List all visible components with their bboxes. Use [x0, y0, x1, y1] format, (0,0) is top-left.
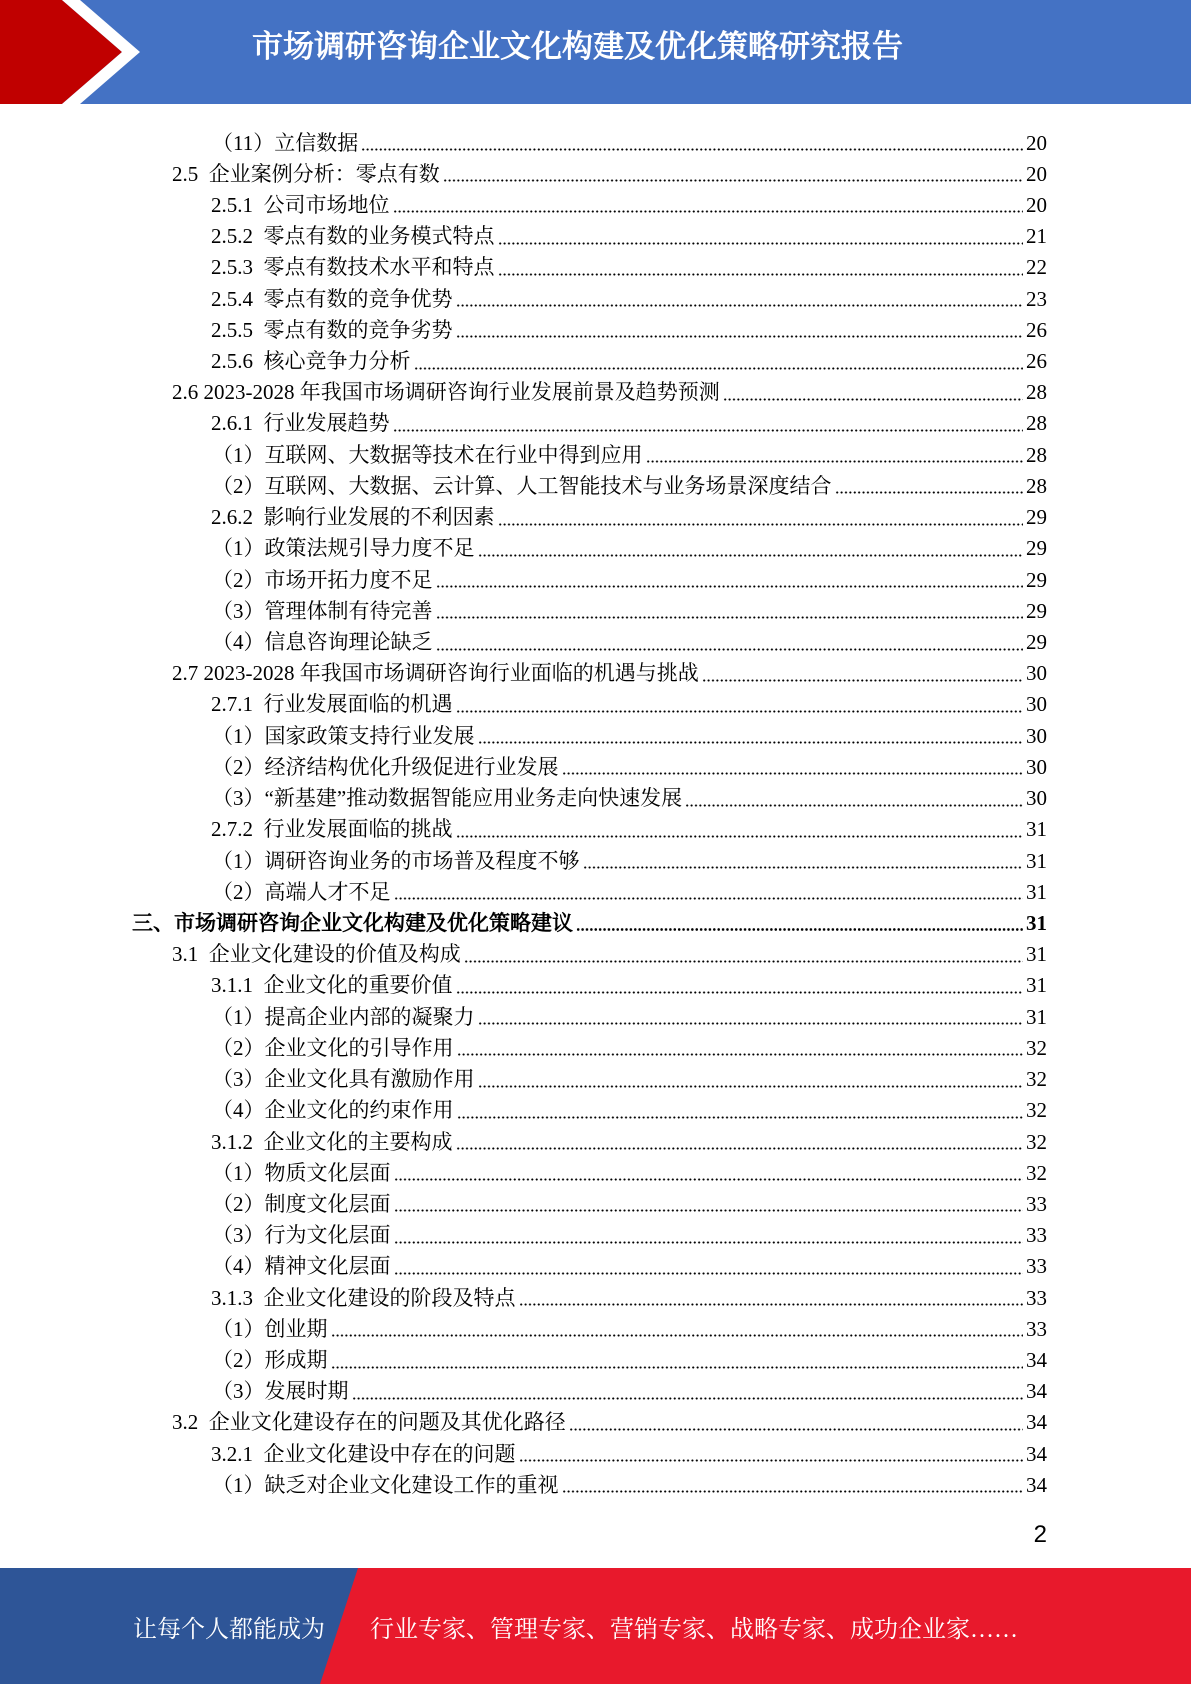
toc-entry-label: 2.5 企业案例分析：零点有数	[172, 161, 440, 186]
toc-entry-page-number: 30	[1026, 723, 1047, 748]
toc-entry-label: （1）提高企业内部的凝聚力	[212, 1004, 475, 1029]
toc-entry[interactable]	[0, 408, 1047, 439]
toc-entry[interactable]	[0, 221, 1047, 252]
toc-entry-label: （3）行为文化层面	[212, 1223, 391, 1248]
toc-dot-leader	[478, 721, 1024, 752]
toc-entry[interactable]	[0, 1189, 1047, 1220]
toc-entry[interactable]	[0, 1127, 1047, 1158]
toc-entry-label: 2.6.2 影响行业发展的不利因素	[211, 505, 495, 530]
toc-entry[interactable]	[0, 658, 1047, 689]
toc-dot-leader	[498, 221, 1024, 252]
toc-entry-label: 3.1.3 企业文化建设的阶段及特点	[211, 1285, 516, 1310]
toc-entry-label: 3.1.2 企业文化的主要构成	[211, 1129, 453, 1154]
toc-entry-label: （2）形成期	[212, 1348, 328, 1373]
toc-entry[interactable]	[0, 846, 1047, 877]
toc-entry-label: （1）国家政策支持行业发展	[212, 723, 475, 748]
toc-dot-leader	[394, 1189, 1024, 1220]
toc-entry-label: （1）缺乏对企业文化建设工作的重视	[212, 1472, 559, 1497]
toc-entry[interactable]	[0, 689, 1047, 720]
toc-entry-page-number: 31	[1026, 848, 1047, 873]
toc-entry-label: 3.1.1 企业文化的重要价值	[211, 973, 453, 998]
toc-dot-leader	[456, 814, 1024, 845]
toc-entry-label: （1）物质文化层面	[212, 1160, 391, 1185]
toc-entry[interactable]	[0, 1439, 1047, 1470]
toc-entry-page-number: 33	[1026, 1254, 1047, 1279]
toc-entry[interactable]	[0, 939, 1047, 970]
toc-entry-label: （4）企业文化的约束作用	[212, 1098, 454, 1123]
toc-entry[interactable]	[0, 721, 1047, 752]
footer-banner	[0, 1568, 1191, 1684]
toc-entry-page-number: 34	[1026, 1441, 1047, 1466]
toc-entry-label: （2）制度文化层面	[212, 1191, 391, 1216]
footer-slogan-left: 让每个人都能成为	[133, 1617, 325, 1643]
toc-dot-leader	[394, 877, 1024, 908]
toc-entry[interactable]	[0, 440, 1047, 471]
toc-dot-leader	[646, 440, 1024, 471]
toc-entry[interactable]	[0, 533, 1047, 564]
toc-entry-page-number: 34	[1026, 1472, 1047, 1497]
toc-dot-leader	[456, 1127, 1024, 1158]
toc-dot-leader	[394, 1158, 1024, 1189]
toc-entry-label: （2）经济结构优化升级促进行业发展	[212, 754, 559, 779]
toc-entry[interactable]	[0, 970, 1047, 1001]
toc-dot-leader	[331, 1314, 1024, 1345]
toc-entry-label: 2.5.5 零点有数的竞争劣势	[211, 317, 453, 342]
report-title: 市场调研咨询企业文化构建及优化策略研究报告	[252, 29, 903, 64]
toc-entry[interactable]	[0, 1345, 1047, 1376]
toc-entry-page-number: 31	[1026, 1004, 1047, 1029]
toc-entry[interactable]	[0, 1470, 1047, 1501]
toc-dot-leader	[436, 596, 1024, 627]
toc-entry[interactable]	[0, 1033, 1047, 1064]
toc-dot-leader	[583, 846, 1024, 877]
toc-entry[interactable]	[0, 596, 1047, 627]
toc-entry[interactable]	[0, 627, 1047, 658]
toc-entry[interactable]	[0, 1376, 1047, 1407]
toc-dot-leader	[702, 658, 1023, 689]
toc-dot-leader	[576, 908, 1023, 939]
toc-dot-leader	[436, 627, 1024, 658]
toc-entry-page-number: 20	[1026, 130, 1047, 155]
toc-dot-leader	[443, 159, 1023, 190]
toc-entry-page-number: 26	[1026, 317, 1047, 342]
toc-entry-page-number: 33	[1026, 1285, 1047, 1310]
toc-entry-label: 2.6.1 行业发展趋势	[211, 411, 390, 436]
toc-entry-label: 2.7.1 行业发展面临的机遇	[211, 692, 453, 717]
toc-entry-label: 2.5.1 公司市场地位	[211, 192, 390, 217]
toc-dot-leader	[835, 471, 1024, 502]
toc-entry-page-number: 30	[1026, 786, 1047, 811]
toc-dot-leader	[361, 128, 1023, 159]
toc-dot-leader	[519, 1283, 1024, 1314]
toc-entry[interactable]	[0, 783, 1047, 814]
toc-entry-label: （3）企业文化具有激励作用	[212, 1067, 475, 1092]
toc-entry-label: 2.7 2023-2028 年我国市场调研咨询行业面临的机遇与挑战	[172, 661, 699, 686]
toc-entry-page-number: 34	[1026, 1348, 1047, 1373]
toc-entry-label: 2.5.4 零点有数的竞争优势	[211, 286, 453, 311]
toc-entry-page-number: 32	[1026, 1160, 1047, 1185]
toc-entry-label: （3）发展时期	[212, 1379, 349, 1404]
toc-dot-leader	[498, 252, 1024, 283]
toc-entry-page-number: 20	[1026, 192, 1047, 217]
toc-entry[interactable]	[0, 471, 1047, 502]
footer-slogan-right: 行业专家、管理专家、营销专家、战略专家、成功企业家……	[370, 1617, 1018, 1643]
toc-entry[interactable]	[0, 284, 1047, 315]
toc-entry-page-number: 29	[1026, 630, 1047, 654]
toc-entry-label: （2）互联网、大数据、云计算、人工智能技术与业务场景深度结合	[212, 473, 832, 498]
toc-dot-leader	[464, 939, 1023, 970]
toc-entry[interactable]	[0, 877, 1047, 908]
toc-entry[interactable]	[0, 1064, 1047, 1095]
toc-entry-label: （11）立信数据	[212, 130, 359, 155]
toc-entry[interactable]	[0, 1158, 1047, 1189]
toc-dot-leader	[456, 315, 1024, 346]
toc-entry-page-number: 33	[1026, 1191, 1047, 1216]
toc-entry[interactable]	[0, 1095, 1047, 1126]
toc-dot-leader	[685, 783, 1023, 814]
toc-dot-leader	[519, 1439, 1024, 1470]
toc-entry[interactable]	[0, 346, 1047, 377]
toc-entry-label: 2.6 2023-2028 年我国市场调研咨询行业发展前景及趋势预测	[172, 380, 720, 405]
toc-entry-label: 2.5.3 零点有数技术水平和特点	[211, 255, 495, 280]
toc-dot-leader	[457, 1095, 1024, 1126]
toc-entry-label: （2）市场开拓力度不足	[212, 567, 433, 592]
toc-entry-label: （2）企业文化的引导作用	[212, 1035, 454, 1060]
toc-entry-label: 3.2 企业文化建设存在的问题及其优化路径	[172, 1410, 566, 1435]
toc-dot-leader	[352, 1376, 1024, 1407]
toc-entry-page-number: 30	[1026, 754, 1047, 779]
toc-dot-leader	[393, 408, 1024, 439]
toc-dot-leader	[331, 1345, 1024, 1376]
toc-entry-label: 3.1 企业文化建设的价值及构成	[172, 942, 461, 967]
toc-entry-page-number: 23	[1026, 286, 1047, 311]
toc-entry-label: 2.7.2 行业发展面临的挑战	[211, 817, 453, 842]
toc-entry-label: （4）信息咨询理论缺乏	[212, 630, 433, 654]
toc-entry-label: 3.2.1 企业文化建设中存在的问题	[211, 1441, 516, 1466]
toc-entry-page-number: 28	[1026, 473, 1047, 498]
toc-entry-page-number: 26	[1026, 349, 1047, 374]
toc-entry[interactable]	[0, 565, 1047, 596]
toc-entry-page-number: 29	[1026, 505, 1047, 530]
toc-entry[interactable]	[0, 1407, 1047, 1438]
toc-entry-page-number: 33	[1026, 1223, 1047, 1248]
toc-dot-leader	[562, 752, 1024, 783]
toc-entry-page-number: 31	[1026, 973, 1047, 998]
toc-entry[interactable]	[0, 1283, 1047, 1314]
page-number: 2	[1033, 1521, 1047, 1548]
toc-entry[interactable]	[0, 128, 1047, 159]
toc-entry-label: （1）调研咨询业务的市场普及程度不够	[212, 848, 580, 873]
toc-entry-page-number: 21	[1026, 224, 1047, 249]
toc-entry-page-number: 29	[1026, 567, 1047, 592]
toc-dot-leader	[498, 502, 1024, 533]
toc-entry-page-number: 30	[1026, 692, 1047, 717]
toc-dot-leader	[478, 1064, 1024, 1095]
toc-dot-leader	[562, 1470, 1024, 1501]
toc-entry-page-number: 32	[1026, 1067, 1047, 1092]
toc-entry-label: （2）高端人才不足	[212, 879, 391, 904]
toc-entry-page-number: 34	[1026, 1379, 1047, 1404]
toc-entry-page-number: 33	[1026, 1316, 1047, 1341]
toc-entry-page-number: 28	[1026, 380, 1047, 405]
toc-entry-label: （1）创业期	[212, 1316, 328, 1341]
toc-entry-page-number: 28	[1026, 411, 1047, 436]
toc-dot-leader	[456, 284, 1024, 315]
toc-entry-page-number: 32	[1026, 1098, 1047, 1123]
toc-entry[interactable]	[0, 315, 1047, 346]
toc-entry-page-number: 20	[1026, 161, 1047, 186]
toc-dot-leader	[478, 1002, 1024, 1033]
toc-dot-leader	[436, 565, 1024, 596]
toc-entry-label: （3）管理体制有待完善	[212, 598, 433, 623]
toc-entry-label: 三、市场调研咨询企业文化构建及优化策略建议	[132, 910, 573, 935]
toc-dot-leader	[723, 377, 1023, 408]
toc-entry-label: 2.5.2 零点有数的业务模式特点	[211, 224, 495, 249]
toc-entry-page-number: 31	[1026, 817, 1047, 842]
toc-entry-page-number: 32	[1026, 1129, 1047, 1154]
header-banner	[0, 0, 1191, 104]
toc-entry-page-number: 31	[1026, 942, 1047, 967]
toc-entry[interactable]	[0, 1002, 1047, 1033]
toc-entry-page-number: 29	[1026, 536, 1047, 561]
toc-entry[interactable]	[0, 190, 1047, 221]
toc-entry[interactable]	[0, 377, 1047, 408]
toc-entry[interactable]	[0, 908, 1047, 939]
toc-entry[interactable]	[0, 752, 1047, 783]
toc-entry-page-number: 34	[1026, 1410, 1047, 1435]
toc-entry-label: （1）互联网、大数据等技术在行业中得到应用	[212, 442, 643, 467]
toc-entry-page-number: 31	[1026, 879, 1047, 904]
toc-dot-leader	[457, 1033, 1024, 1064]
toc-entry-label: （4）精神文化层面	[212, 1254, 391, 1279]
toc-entry[interactable]	[0, 502, 1047, 533]
toc-entry-page-number: 32	[1026, 1035, 1047, 1060]
toc-dot-leader	[456, 689, 1024, 720]
toc-entry[interactable]	[0, 1314, 1047, 1345]
toc-dot-leader	[478, 533, 1024, 564]
toc-entry[interactable]	[0, 252, 1047, 283]
toc-entry-page-number: 30	[1026, 661, 1047, 686]
toc-entry-page-number: 22	[1026, 255, 1047, 280]
toc-entry-label: 2.5.6 核心竞争力分析	[211, 349, 411, 374]
toc-entry[interactable]	[0, 159, 1047, 190]
toc-dot-leader	[394, 1251, 1024, 1282]
toc-entry-page-number: 28	[1026, 442, 1047, 467]
toc-dot-leader	[569, 1407, 1023, 1438]
toc-dot-leader	[414, 346, 1024, 377]
toc-entry[interactable]	[0, 1220, 1047, 1251]
toc-entry-page-number: 31	[1026, 910, 1047, 935]
toc-entry-label: （1）政策法规引导力度不足	[212, 536, 475, 561]
toc-entry[interactable]	[0, 1251, 1047, 1282]
table-of-contents	[0, 128, 1047, 1502]
toc-entry-label: （3）“新基建”推动数据智能应用业务走向快速发展	[212, 786, 683, 811]
toc-dot-leader	[394, 1220, 1024, 1251]
toc-dot-leader	[456, 970, 1024, 1001]
toc-entry[interactable]	[0, 814, 1047, 845]
toc-dot-leader	[393, 190, 1024, 221]
toc-entry-page-number: 29	[1026, 598, 1047, 623]
